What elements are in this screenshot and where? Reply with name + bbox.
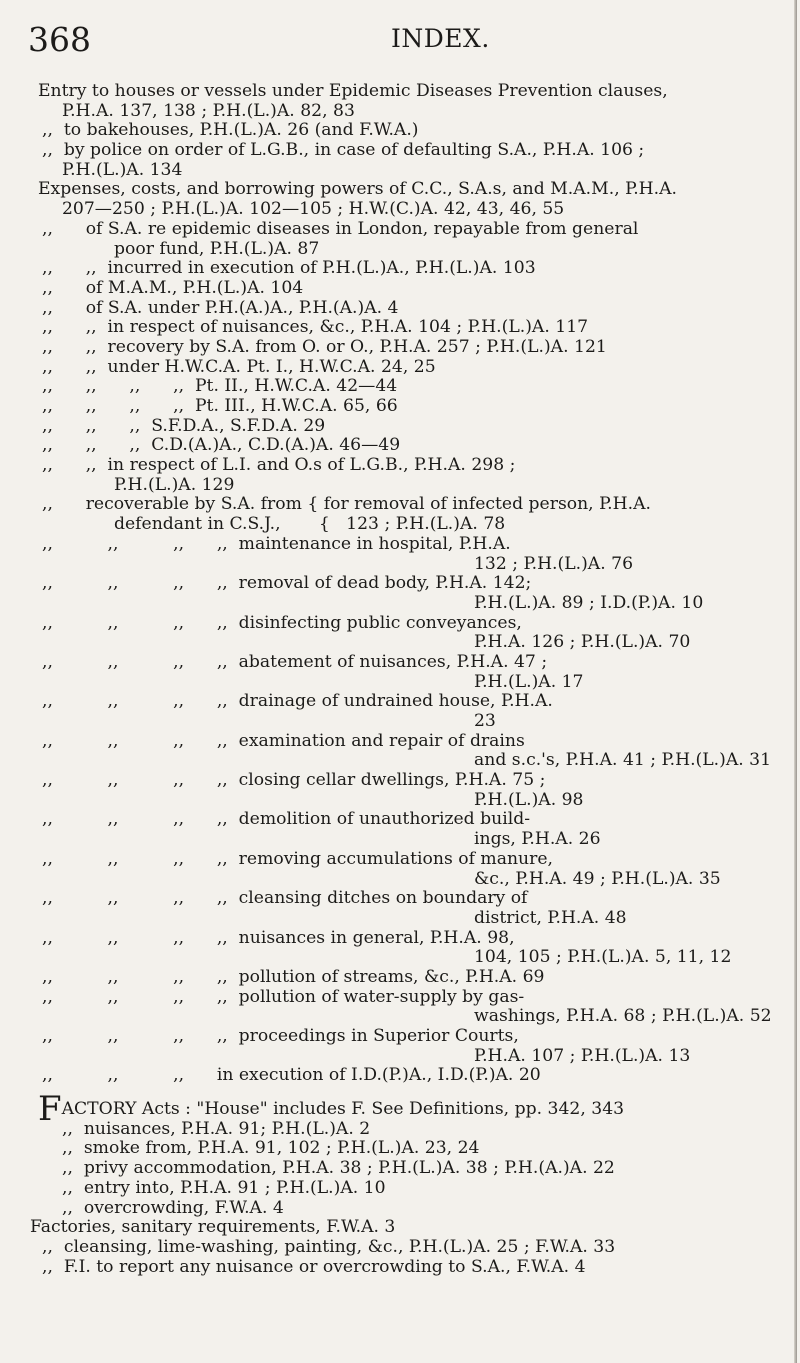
index-line: ,, of S.A. under P.H.(A.)A., P.H.(A.)A. 4 xyxy=(42,297,399,318)
index-line: 23 xyxy=(474,711,496,731)
index-line: P.H.(L.)A. 89 ; I.D.(P.)A. 10 xyxy=(474,592,704,613)
index-line: ,, of S.A. re epidemic diseases in London, repayable from general xyxy=(42,218,639,239)
index-line: 207—250 ; P.H.(L.)A. 102—105 ; H.W.(C.)A. 42, 43, 46, 55 xyxy=(62,199,565,220)
index-line-text: ,, privy accommodation, P.H.A. 38 ; P.H.(L.)A. 38 ; P.H.(A.)A. 22 xyxy=(62,1158,615,1179)
index-line: 132 ; P.H.(L.)A. 76 xyxy=(474,553,634,574)
index-line: defendant in C.S.J., { 123 ; P.H.(L.)A. 78 xyxy=(114,514,506,535)
page-header xyxy=(28,18,780,64)
index-body xyxy=(30,81,778,1277)
index-line xyxy=(38,1238,778,1258)
index-line: ,, ,, ,, ,, pollution of water-supply by gas- xyxy=(42,986,525,1007)
index-line: ,, ,, recovery by S.A. from O. or O., P.H.A. 257 ; P.H.(L.)A. 121 xyxy=(42,336,607,357)
drop-cap: F xyxy=(38,1089,62,1130)
index-line: poor fund, P.H.(L.)A. 87 xyxy=(114,238,320,259)
index-line: ,, recoverable by S.A. from { for removal of infected person, P.H.A. xyxy=(42,494,651,515)
index-line: 104, 105 ; P.H.(L.)A. 5, 11, 12 xyxy=(474,947,732,968)
index-line: &c., P.H.A. 49 ; P.H.(L.)A. 35 xyxy=(474,868,721,889)
epidemic-expenses-entries xyxy=(38,82,778,1086)
index-line: ,, ,, ,, ,, demolition of unauthorized build- xyxy=(42,809,531,830)
index-line: ,, ,, ,, ,, closing cellar dwellings, P.H.A. 75 ; xyxy=(42,770,546,791)
index-line: ,, ,, ,, ,, examination and repair of drains xyxy=(42,730,525,751)
index-line: ,, ,, ,, ,, Pt. II., H.W.C.A. 42—44 xyxy=(42,376,398,397)
index-line: ,, to bakehouses, P.H.(L.)A. 26 (and F.W.A.) xyxy=(42,120,419,141)
index-line: ,, ,, ,, ,, removal of dead body, P.H.A. 142; xyxy=(42,573,532,594)
index-line xyxy=(38,1139,778,1159)
index-line: P.H.(L.)A. 129 xyxy=(114,474,235,495)
index-line-text: ,, entry into, P.H.A. 91 ; P.H.(L.)A. 10 xyxy=(62,1177,386,1198)
index-line: ,, ,, ,, ,, removing accumulations of manure, xyxy=(42,848,553,869)
index-line: P.H.A. 126 ; P.H.(L.)A. 70 xyxy=(474,632,691,653)
index-line-text: ,, F.I. to report any nuisance or overcrowding to S.A., F.W.A. 4 xyxy=(42,1256,586,1277)
factory-entries xyxy=(30,1089,778,1277)
index-line xyxy=(38,1179,778,1199)
index-line: ,, by police on order of L.G.B., in case of defaulting S.A., P.H.A. 106 ; xyxy=(42,140,645,161)
index-line: ,, ,, ,, ,, abatement of nuisances, P.H.A. 47 ; xyxy=(42,651,548,672)
index-line: P.H.(L.)A. 98 xyxy=(474,789,584,810)
index-line: ,, ,, ,, C.D.(A.)A., C.D.(A.)A. 46—49 xyxy=(42,435,401,456)
index-line: ,, ,, ,, ,, proceedings in Superior Courts, xyxy=(42,1026,519,1046)
index-line xyxy=(38,1258,778,1278)
index-line: P.H.(L.)A. 134 xyxy=(62,159,183,180)
index-line: P.H.A. 137, 138 ; P.H.(L.)A. 82, 83 xyxy=(62,100,355,121)
index-line-text: ACTORY Acts : "House" includes F. See Definitions, pp. 342, 343 xyxy=(61,1099,625,1120)
index-line: district, P.H.A. 48 xyxy=(474,907,627,928)
index-line: and s.c.'s, P.H.A. 41 ; P.H.(L.)A. 31 xyxy=(474,750,772,771)
section-gap xyxy=(38,1086,778,1100)
page-edge xyxy=(794,0,797,1363)
index-line: ,, ,, ,, S.F.D.A., S.F.D.A. 29 xyxy=(42,415,326,436)
index-line: ,, ,, incurred in execution of P.H.(L.)A., P.H.(L.)A. 103 xyxy=(42,258,536,279)
index-line: P.H.A. 107 ; P.H.(L.)A. 13 xyxy=(474,1045,691,1066)
index-line: Expenses, costs, and borrowing powers of C.C., S.A.s, and M.A.M., P.H.A. xyxy=(38,179,677,200)
index-line: ,, ,, ,, ,, pollution of streams, &c., P.H.A. 69 xyxy=(42,966,545,987)
index-line: ings, P.H.A. 26 xyxy=(474,829,601,850)
page-number: 368 xyxy=(28,20,91,59)
index-line: ,, ,, ,, ,, drainage of undrained house, P.H.A. xyxy=(42,691,553,712)
index-line: ,, ,, under H.W.C.A. Pt. I., H.W.C.A. 24, 25 xyxy=(42,356,436,377)
index-line: ,, ,, ,, in execution of I.D.(P.)A., I.D.(P.)A. 20 xyxy=(42,1065,541,1086)
index-line-text: ,, cleansing, lime-washing, painting, &c., P.H.(L.)A. 25 ; F.W.A. 33 xyxy=(42,1236,616,1257)
index-line-text: ,, overcrowding, F.W.A. 4 xyxy=(62,1197,284,1218)
index-line: washings, P.H.A. 68 ; P.H.(L.)A. 52 xyxy=(474,1006,772,1027)
index-line: Entry to houses or vessels under Epidemic Diseases Prevention clauses, xyxy=(38,81,668,101)
index-line: ,, ,, ,, ,, disinfecting public conveyances, xyxy=(42,612,522,633)
index-line: ,, ,, in respect of nuisances, &c., P.H.A. 104 ; P.H.(L.)A. 117 xyxy=(42,317,589,338)
index-line xyxy=(30,1218,778,1238)
index-line: ,, ,, ,, ,, Pt. III., H.W.C.A. 65, 66 xyxy=(42,396,398,416)
index-line: P.H.(L.)A. 17 xyxy=(474,671,584,692)
index-line-text: Factories, sanitary requirements, F.W.A. 3 xyxy=(30,1217,396,1238)
index-line-text: ,, nuisances, P.H.A. 91; P.H.(L.)A. 2 xyxy=(62,1118,371,1139)
index-line-text: ,, smoke from, P.H.A. 91, 102 ; P.H.(L.)A. 23, 24 xyxy=(62,1138,480,1159)
index-line: ,, of M.A.M., P.H.(L.)A. 104 xyxy=(42,277,304,298)
index-line: ,, ,, ,, ,, nuisances in general, P.H.A. 98, xyxy=(42,927,515,948)
page-title: INDEX. xyxy=(391,24,490,53)
index-line xyxy=(38,1199,778,1219)
index-line xyxy=(38,1120,778,1140)
index-line: ,, ,, ,, ,, cleansing ditches on boundary of xyxy=(42,888,528,909)
index-line: ,, ,, in respect of L.I. and O.s of L.G.B., P.H.A. 298 ; xyxy=(42,455,516,476)
index-line xyxy=(38,1159,778,1179)
index-line: ,, ,, ,, ,, maintenance in hospital, P.H.A. xyxy=(42,533,511,554)
